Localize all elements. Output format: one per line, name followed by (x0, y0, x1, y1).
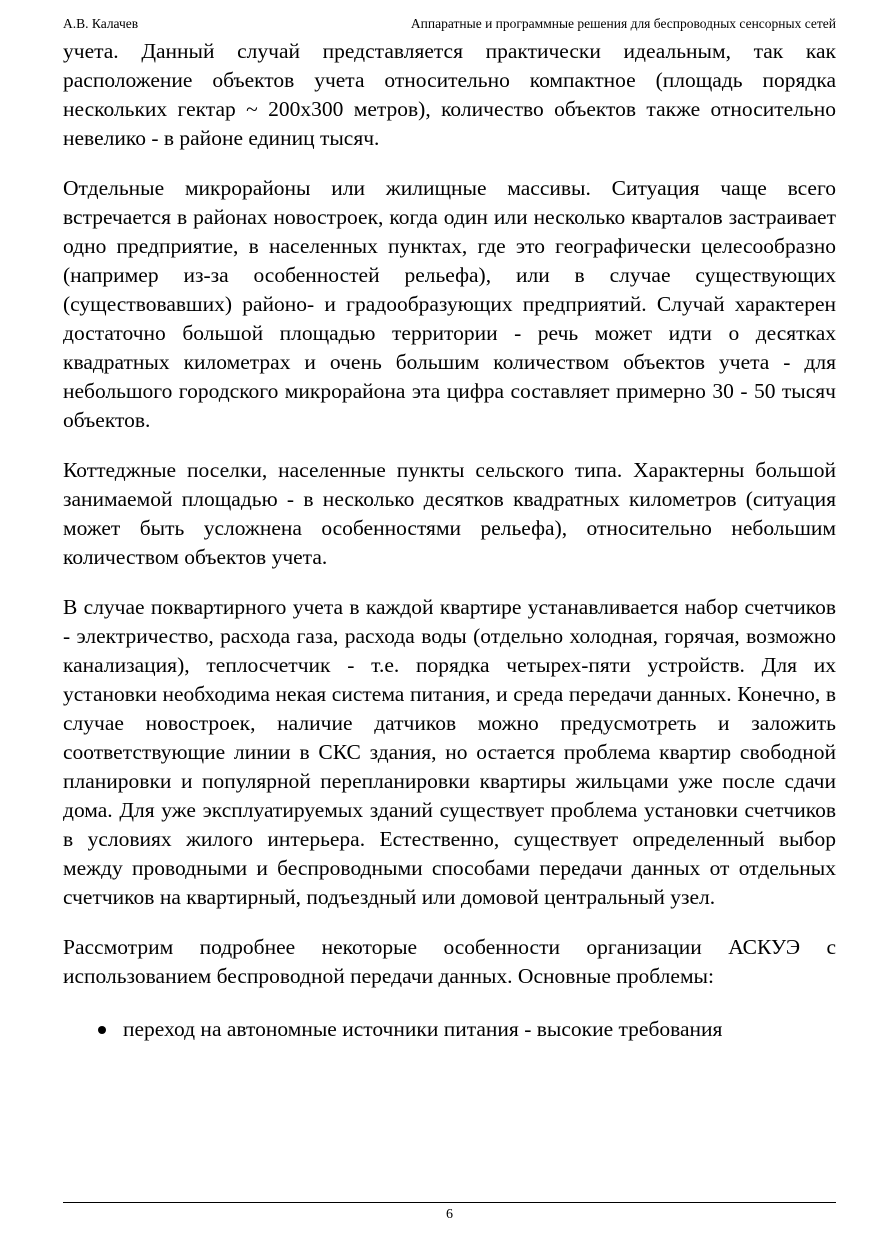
footer-divider (63, 1202, 836, 1203)
bullet-icon (98, 1026, 106, 1034)
page-number: 6 (446, 1207, 453, 1222)
running-header (63, 14, 836, 34)
list-item (63, 1015, 836, 1044)
paragraph: Отдельные микрорайоны или жилищные массивы. Ситуация чаще всего встречается в районах новостроек, когда один или несколько кварталов застраивает одно предприятие, в населенных пунктах, где это географически целесообразно (например из-за особенностей рельефа), или в случае существующих (существовавших) районо- и градообразующих предприятий. Случай характерен достаточно большой площадью территории - речь может идти о десятках квадратных километрах и очень большим количеством объектов учета - для небольшого городского микрорайона эта цифра составляет примерно 30 - 50 тысяч объектов. (63, 176, 836, 432)
header-author: А.В. Калачев (63, 16, 139, 31)
paragraph: В случае поквартирного учета в каждой квартире устанавливается набор счетчиков - электричество, расхода газа, расхода воды (отдельно холодная, горячая, возможно канализация), теплосчетчик - т.е. порядка четырех-пяти устройств. Для их установки необходима некая система питания, и среда передачи данных. Конечно, в случае новостроек, наличие датчиков можно предусмотреть и заложить соответствующие линии в СКС здания, но остается проблема квартир свободной планировки и популярной перепланировки квартиры жильцами уже после сдачи дома. Для уже эксплуатируемых зданий существует проблема установки счетчиков в условиях жилого интерьера. Естественно, существует определенный выбор между проводными и беспроводными способами передачи данных от отдельных счетчиков на квартирный, подъездный или домовой центральный узел. (63, 595, 836, 909)
paragraph: Коттеджные поселки, населенные пункты сельского типа. Характерны большой занимаемой площадью - в несколько десятков квадратных километров (ситуация может быть усложнена особенностями рельефа), относительно небольшим количеством объектов учета. (63, 458, 836, 569)
list-item-text: переход на автономные источники питания - высокие требования (123, 1017, 723, 1041)
paragraph: учета. Данный случай представляется практически идеальным, так как расположение объектов учета относительно компактное (площадь порядка нескольких гектар ~ 200х300 метров), количество объектов также относительно невелико - в районе единиц тысяч. (63, 39, 836, 150)
document-page (63, 0, 836, 1241)
bullet-list (63, 1015, 836, 1044)
body-text (63, 37, 836, 1044)
paragraph: Рассмотрим подробнее некоторые особенности организации АСКУЭ с использованием беспроводной передачи данных. Основные проблемы: (63, 935, 836, 988)
header-title: Аппаратные и программные решения для беспроводных сенсорных сетей (410, 16, 836, 31)
